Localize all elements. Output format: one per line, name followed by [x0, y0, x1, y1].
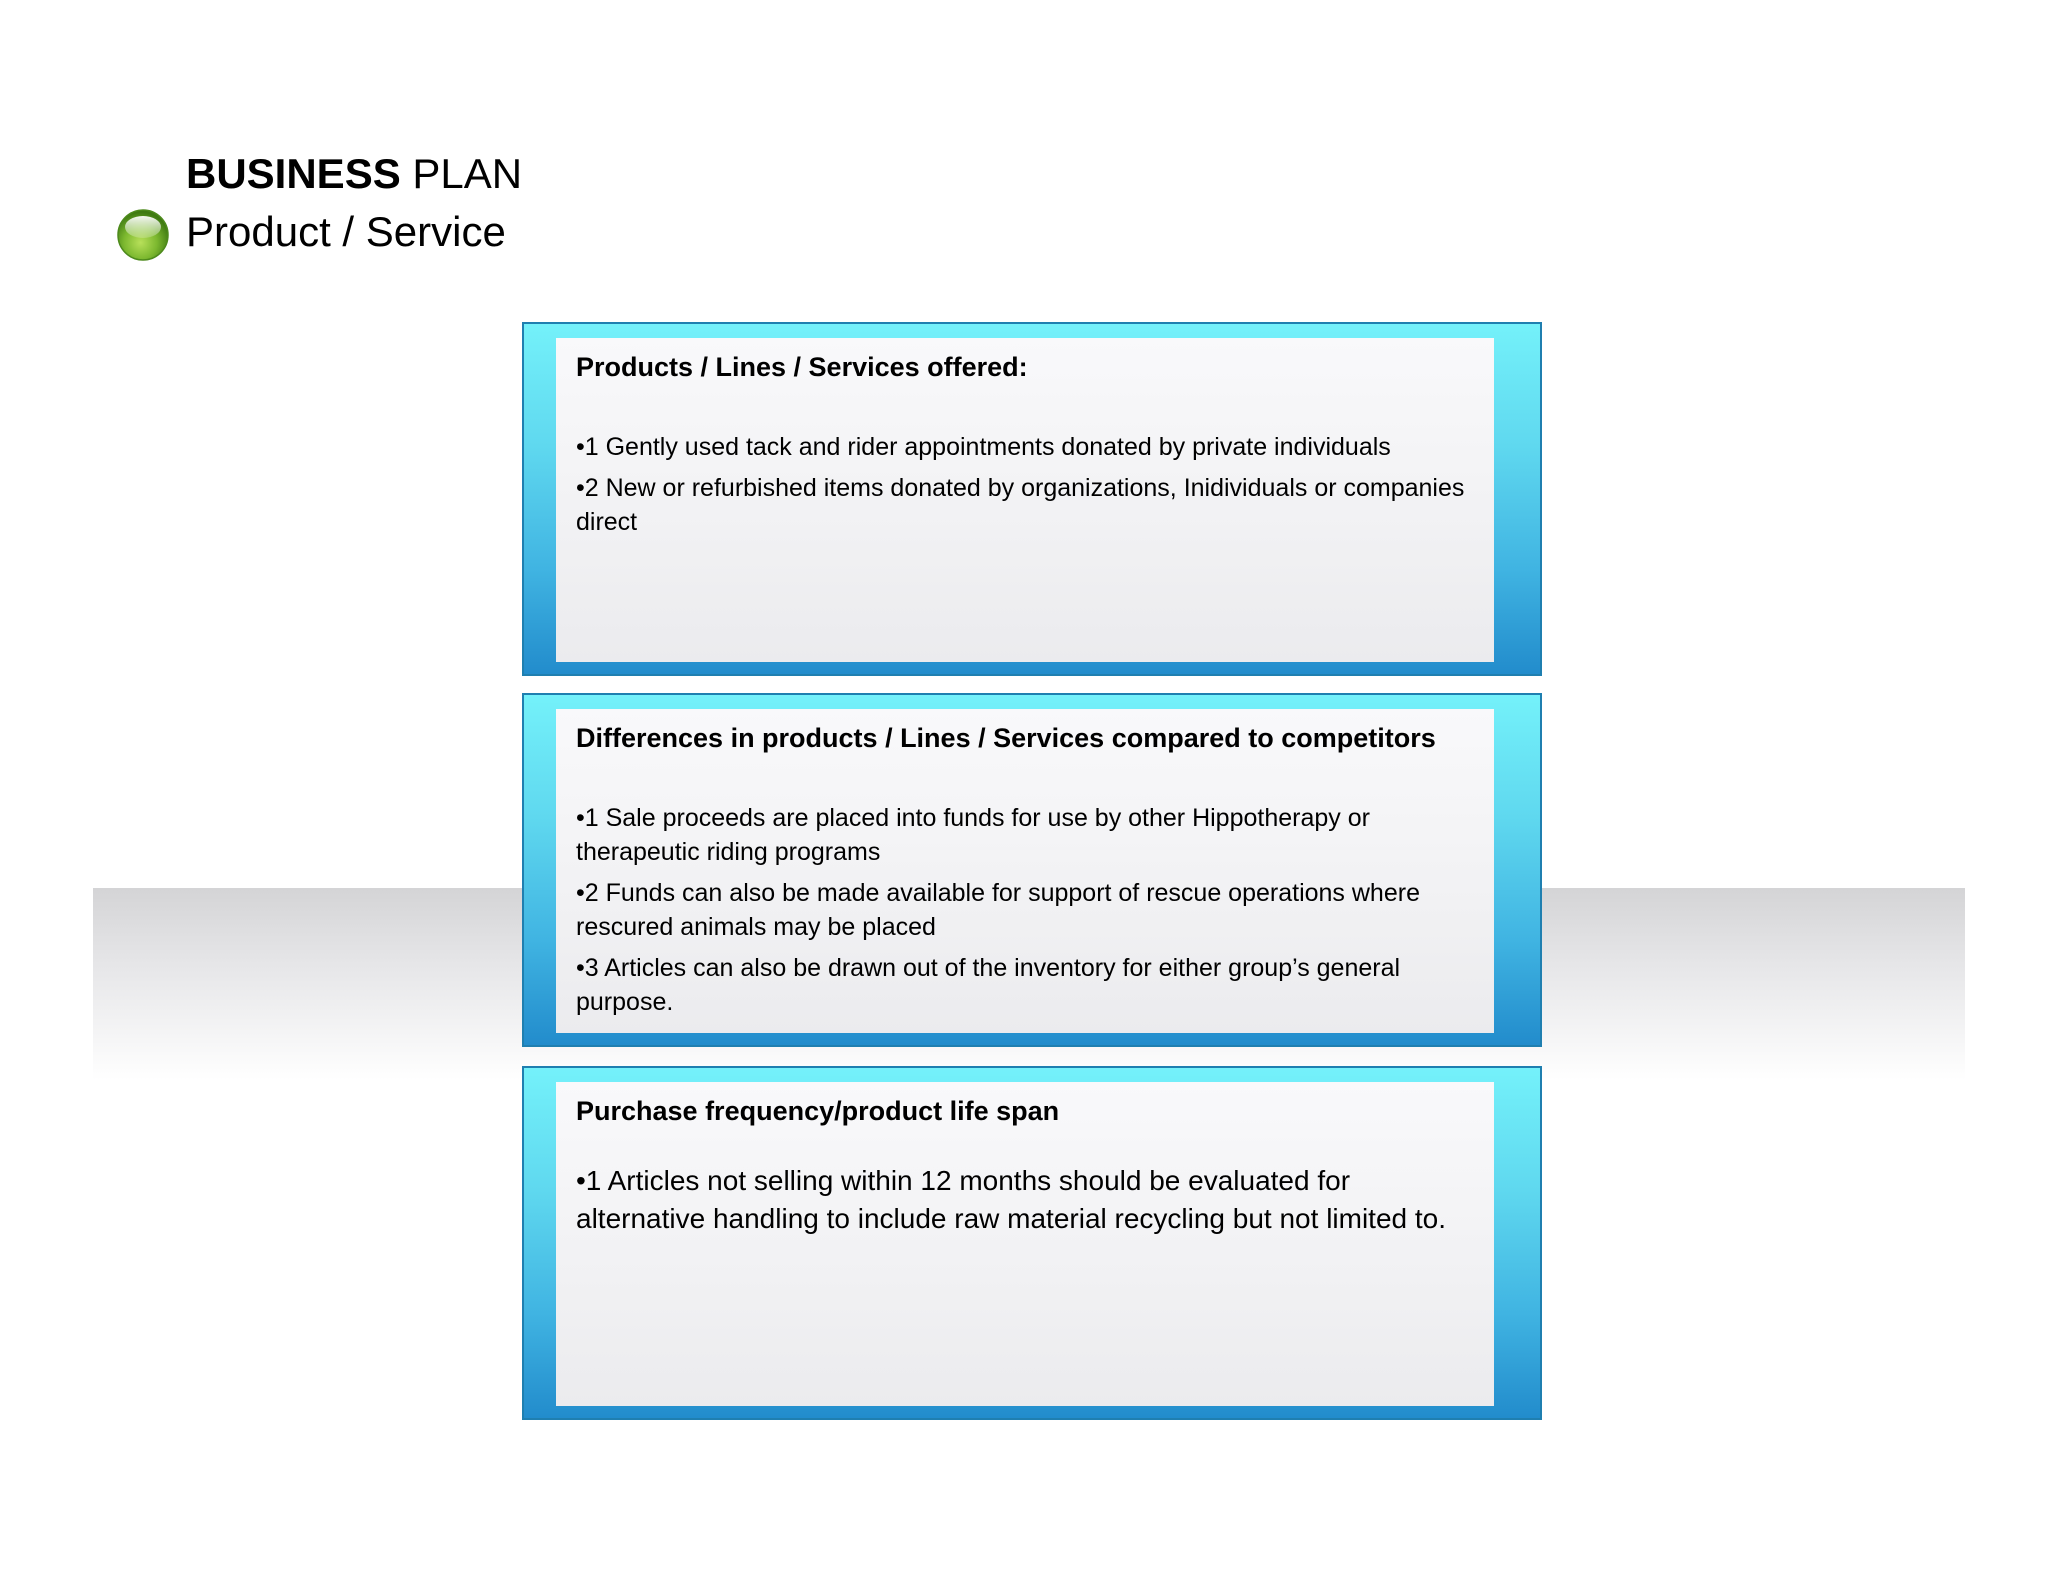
page-title [186, 142, 522, 206]
card-body [556, 338, 1494, 662]
list-item: •2 New or refurbished items donated by organizations, Inidividuals or companies direct [576, 474, 1465, 536]
list-item: •1 Gently used tack and rider appointments donated by private individuals [576, 433, 1391, 461]
list-item: •1 Sale proceeds are placed into funds for use by other Hippotherapy or therapeutic riding programs [576, 804, 1370, 866]
list-item: •3 Articles can also be drawn out of the inventory for either group’s general purpose. [576, 954, 1401, 1016]
green-orb-icon [116, 208, 170, 262]
card-body [556, 1082, 1494, 1406]
card-differences [522, 693, 1542, 1047]
list-item: •2 Funds can also be made available for support of rescue operations where rescured animals may be placed [576, 879, 1420, 941]
card-purchase-frequency [522, 1066, 1542, 1420]
card-body [556, 709, 1494, 1033]
list-item: •1 Articles not selling within 12 months should be evaluated for alternative handling to include raw material recycling but not limited to. [576, 1165, 1447, 1234]
page-title-rest: PLAN [400, 150, 523, 197]
card-title: Products / Lines / Services offered: [576, 352, 1028, 382]
slide-header [186, 142, 522, 258]
card-products-offered [522, 322, 1542, 676]
card-title: Differences in products / Lines / Services compared to competitors [576, 723, 1436, 753]
page-subtitle: Product / Service [186, 208, 506, 255]
card-title: Purchase frequency/product life span [576, 1096, 1060, 1126]
page-title-bold: BUSINESS [186, 150, 401, 197]
